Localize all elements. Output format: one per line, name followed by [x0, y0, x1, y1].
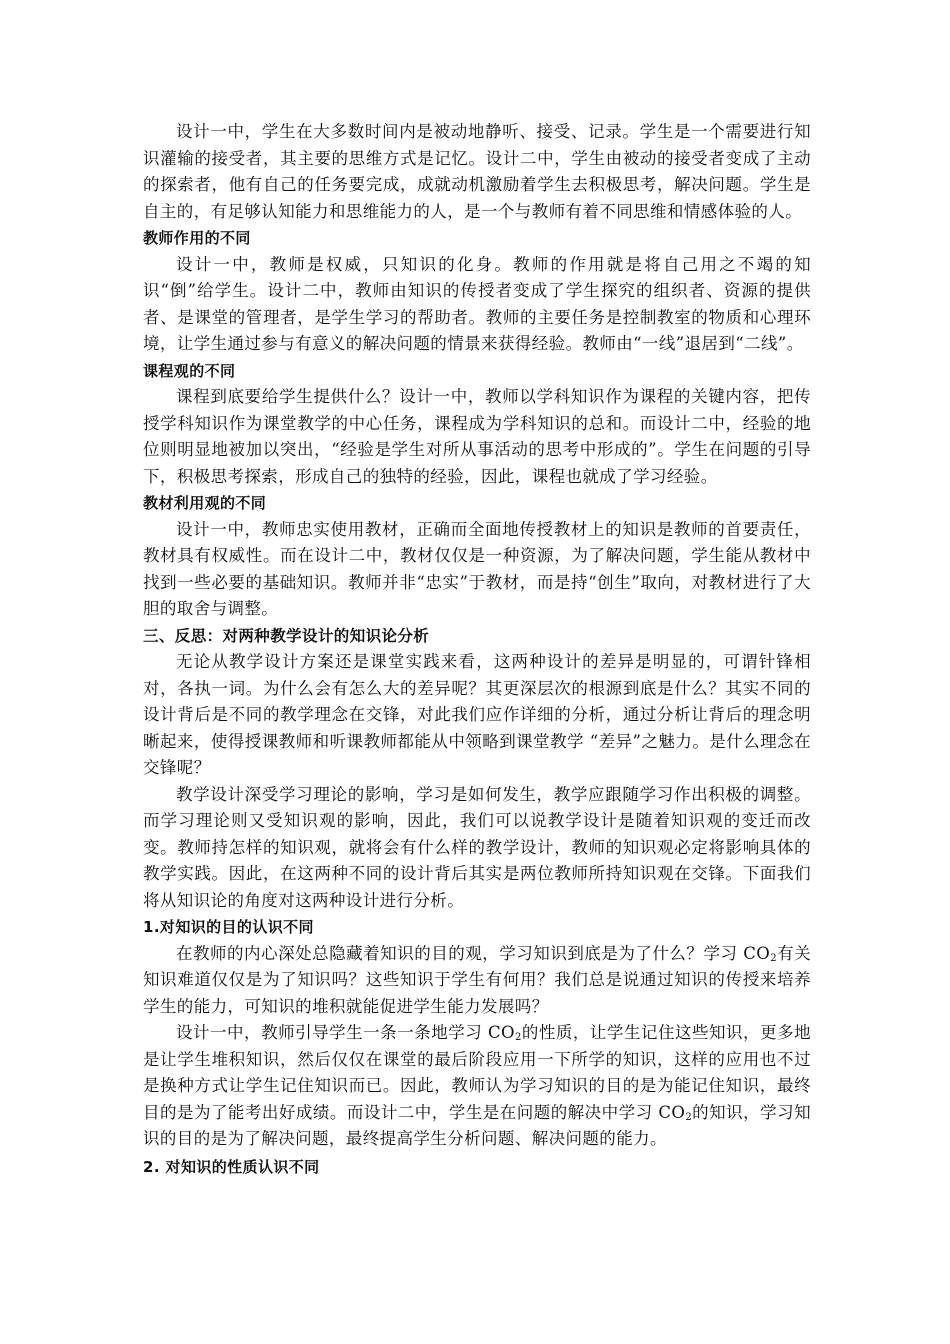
paragraph-reflection-2: 教学设计深受学习理论的影响，学习是如何发生，教学应跟随学习作出积极的调整。而学习理论则又受知识观的影响，因此，我们可以说教学设计是随着知识观的变迁而改变。教师持怎样的知识观，就将会有什么样的教学设计，教师的知识观必定将影响具体的教学实践。因此，在这两种不同的设计背后其实是两位教师所持知识观在交锋。下面我们将从知识论的角度对这两种设计进行分析。: [143, 784, 811, 910]
text-segment: 的性质，让学生记住这些知识，更多地是让学生堆积知识，然后仅仅在课堂的最后阶段应用一下所学的知识，这样的应用也不过是换种方式让学生记住知识而已。因此，教师认为学习知识的目的是为能记住知识，最终目的是为了能考出好成绩。而设计二中，学生是在问题的解决中学习 CO: [143, 1023, 811, 1122]
paragraph-curriculum-view: 课程到底要给学生提供什么？设计一中，教师以学科知识作为课程的关键内容，把传授学科知识作为课堂教学的中心任务，课程成为学科知识的总和。而设计二中，经验的地位则明显地被加以突出，“经验是学生对所从事活动的思考中形成的”。学生在问题的引导下，积极思考探索，形成自己的独特的经验，因此，课程也就成了学习经验。: [143, 387, 811, 486]
text-segment: 有关知识难道仅仅是为了知识吗？这些知识于学生有何用？我们总是说通过知识的传授来培养学生的能力，可知识的堆积就能促进学生能力发展吗？: [143, 943, 811, 1016]
text-segment: 的知识，学习知识的目的是为了解决问题，最终提高学生分析问题、解决问题的能力。: [143, 1102, 811, 1148]
heading-section-three: 三、反思：对两种教学设计的知识论分析: [143, 626, 430, 645]
heading-knowledge-nature: 2. 对知识的性质认识不同: [143, 1157, 320, 1176]
subscript: 2: [685, 1111, 693, 1123]
heading-curriculum-view: 课程观的不同: [143, 361, 236, 380]
paragraph-teacher-role: 设计一中，教师是权威，只知识的化身。教师的作用就是将自己用之不竭的知识“倒”给学生。设计二中，教师由知识的传授者变成了学生探究的组织者、资源的提供者、是课堂的管理者，是学生学习的帮助者。教师的主要任务是控制教室的物质和心理环境，让学生通过参与有意义的解决问题的情景来获得经验。教师由“一线”退居到“二线”。: [143, 254, 811, 353]
paragraph-knowledge-purpose-2: [143, 1020, 811, 1153]
paragraph-knowledge-purpose-1: [143, 941, 811, 1021]
paragraph-student-role: 设计一中，学生在大多数时间内是被动地静听、接受、记录。学生是一个需要进行知识灌输的接受者，其主要的思维方式是记忆。设计二中，学生由被动的接受者变成了主动的探索者，他有自己的任务要完成，成就动机激励着学生去积极思考，解决问题。学生是自主的，有足够认知能力和思维能力的人，是一个与教师有着不同思维和情感体验的人。: [143, 122, 811, 221]
text-segment: 在教师的内心深处总隐藏着知识的目的观，学习知识到底是为了什么？学习 CO: [176, 943, 771, 963]
heading-teacher-role: 教师作用的不同: [143, 229, 251, 247]
subscript: 2: [514, 1032, 522, 1043]
subscript: 2: [770, 952, 777, 964]
text-segment: 设计一中，教师引导学生一条一条地学习 CO: [176, 1023, 515, 1042]
paragraph-reflection-1: 无论从教学设计方案还是课堂实践来看，这两种设计的差异是明显的，可谓针锋相对，各执一词。为什么会有怎么大的差异呢？其更深层次的根源到底是什么？其实不同的设计背后是不同的教学理念在交锋，对此我们应作详细的分析，通过分析让背后的理念明晰起来，使得授课教师和听课教师都能从中领略到课堂教学 “差异”之魅力。是什么理念在交锋呢？: [143, 652, 811, 777]
heading-knowledge-purpose: 1.对知识的目的认识不同: [143, 918, 314, 936]
heading-textbook-view: 教材利用观的不同: [143, 494, 267, 512]
document-page: [143, 119, 811, 1180]
paragraph-textbook-view: 设计一中，教师忠实使用教材，正确而全面地传授教材上的知识是教师的首要责任，教材具有权威性。而在设计二中，教材仅仅是一种资源，为了解决问题，学生能从教材中找到一些必要的基础知识。教师并非“忠实”于教材，而是持“创生”取向，对教材进行了大胆的取舍与调整。: [143, 519, 811, 618]
